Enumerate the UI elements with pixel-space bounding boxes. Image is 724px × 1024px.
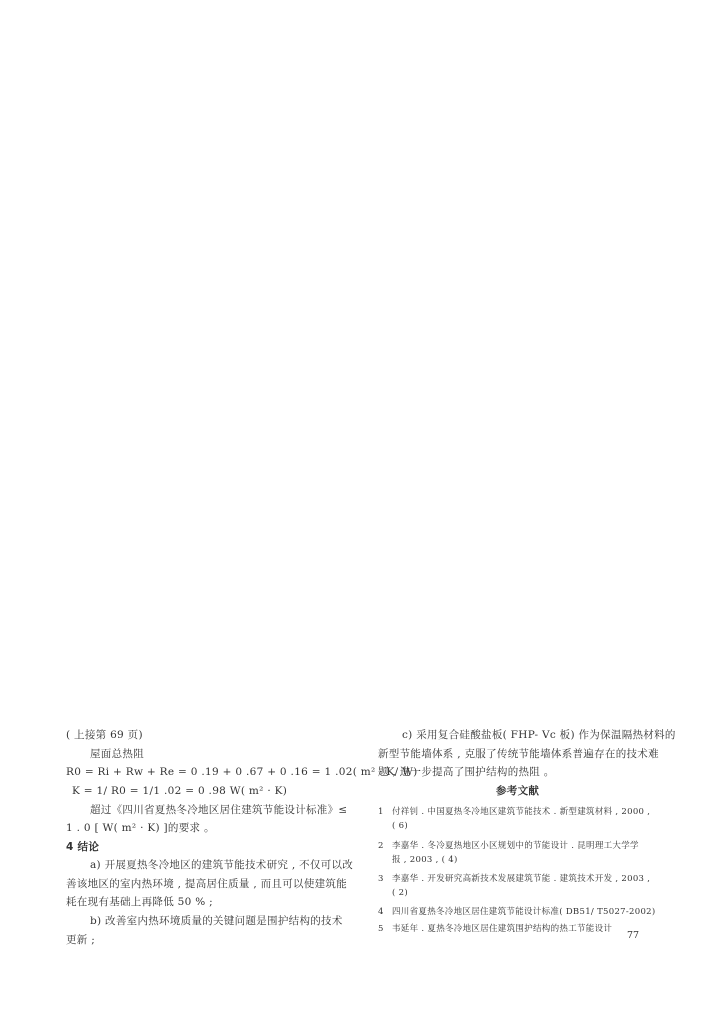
standard-text-line2: 1 . 0 [ W( m² · K) ]的要求 。: [66, 822, 215, 834]
continued-note: ( 上接第 69 页): [66, 729, 143, 741]
reference-number: 1: [378, 807, 384, 817]
reference-text: 韦延年 . 夏热冬冷地区居住建筑围护结构的热工节能设计: [392, 924, 613, 934]
para-c-line1: c) 采用复合硅酸盐板( FHP- Vc 板) 作为保温隔热材料的: [402, 729, 676, 741]
page-number: 77: [627, 930, 640, 941]
subtitle-total-thermal-resistance: 屋面总热阻: [90, 748, 144, 760]
standard-text-line1: 超过《四川省夏热冬冷地区居住建筑节能设计标准》≤: [90, 804, 348, 816]
para-a-line2: 善该地区的室内热环境 , 提高居住质量 , 而且可以使建筑能: [66, 878, 348, 890]
reference-text: 四川省夏热冬冷地区居住建筑节能设计标准( DB51/ T5027-2002): [392, 907, 656, 917]
reference-text-cont: ( 2): [392, 888, 408, 898]
para-c-line3: 题 , 进一步提高了围护结构的热阻 。: [378, 766, 555, 778]
para-b-line2: 更新 ;: [66, 934, 96, 946]
reference-text-cont: 报 , 2003 , ( 4): [392, 855, 458, 865]
para-a-line3: 耗在现有基础上再降低 50 % ;: [66, 896, 213, 908]
reference-text: 李嘉华 . 开发研究高新技术发展建筑节能 . 建筑技术开发 , 2003 ,: [392, 874, 651, 884]
reference-number: 5: [378, 924, 384, 934]
reference-number: 2: [378, 841, 384, 851]
reference-number: 4: [378, 907, 384, 917]
reference-text: 付祥钊 . 中国夏热冬冷地区建筑节能技术 . 新型建筑材料 , 2000 ,: [392, 807, 651, 817]
reference-item: [378, 872, 650, 900]
reference-item: [378, 922, 612, 936]
reference-item: [378, 905, 655, 919]
reference-item: [378, 839, 639, 867]
formula-r: R0 = Ri + Rw + Re = 0 .19 + 0 .67 + 0 .16 = 1 .02( m² · K/ W): [66, 766, 418, 778]
references-heading: 参考文献: [496, 785, 540, 797]
reference-item: [378, 805, 650, 833]
reference-text-cont: ( 6): [392, 821, 408, 831]
para-c-line2: 新型节能墙体系 , 克服了传统节能墙体系普遍存在的技术难: [378, 748, 659, 760]
para-a-line1: a) 开展夏热冬冷地区的建筑节能技术研究 , 不仅可以改: [90, 859, 354, 871]
reference-number: 3: [378, 874, 384, 884]
reference-text: 李嘉华 . 冬冷夏热地区小区规划中的节能设计 . 昆明理工大学学: [392, 841, 639, 851]
formula-k: K = 1/ R0 = 1/1 .02 = 0 .98 W( m² · K): [72, 785, 288, 797]
section-heading-conclusion: 4 结论: [66, 841, 100, 853]
para-b-line1: b) 改善室内热环境质量的关键问题是围护结构的技术: [90, 915, 343, 927]
